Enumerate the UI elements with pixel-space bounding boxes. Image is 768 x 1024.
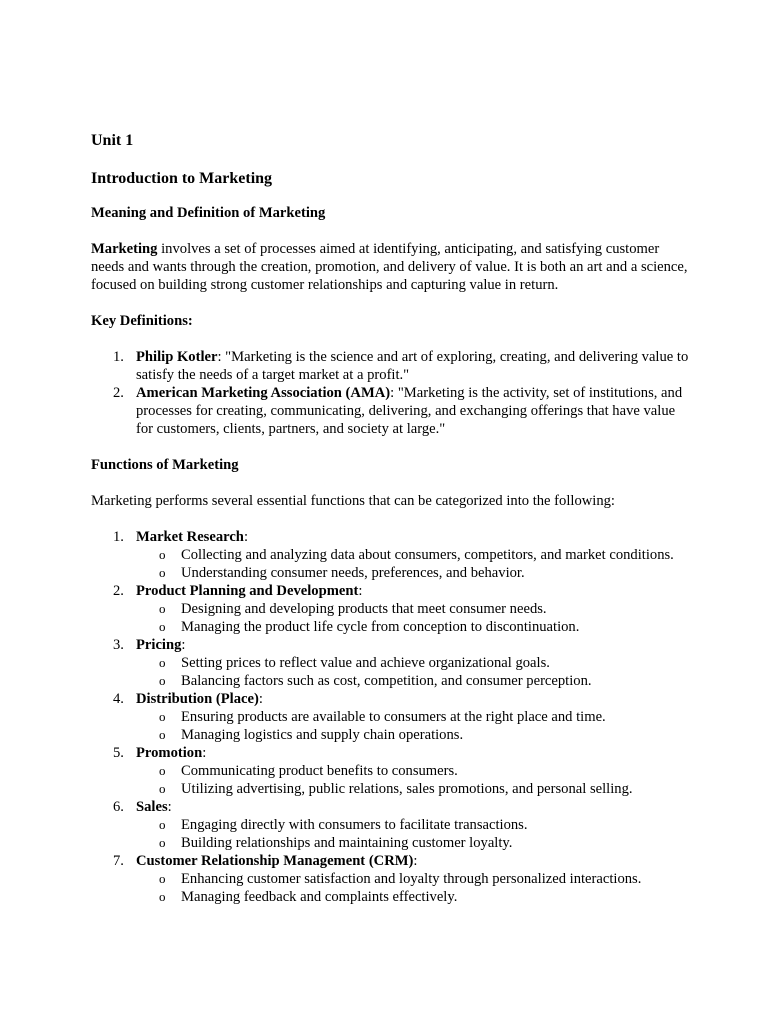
meaning-term: Marketing: [91, 241, 158, 257]
function-suffix: :: [243, 529, 248, 545]
function-title: Sales: [136, 799, 168, 815]
function-suffix: :: [181, 637, 186, 653]
definition-source: Philip Kotler: [136, 349, 218, 365]
function-points: [136, 654, 691, 690]
function-point: [136, 870, 691, 888]
function-item: [91, 852, 691, 906]
function-suffix: :: [358, 583, 363, 599]
definition-text: : "Marketing is the science and art of exploring, creating, and delivering value to satisfy the needs of a target market at a profit.": [136, 349, 689, 383]
definition-item: [91, 384, 691, 438]
bullet-icon: o: [159, 835, 166, 850]
function-point-text: Balancing factors such as cost, competition, and consumer perception.: [181, 673, 592, 689]
function-number: 4.: [113, 691, 124, 707]
bullet-icon: o: [159, 781, 166, 796]
function-point: [136, 726, 691, 744]
function-number: 2.: [113, 583, 124, 599]
function-point-text: Setting prices to reflect value and achieve organizational goals.: [181, 655, 550, 671]
function-point-text: Ensuring products are available to consumers at the right place and time.: [181, 709, 606, 725]
function-point: [136, 672, 691, 690]
bullet-icon: o: [159, 655, 166, 670]
unit-title: Unit 1: [91, 132, 134, 149]
function-points: [136, 816, 691, 852]
function-points: [136, 600, 691, 636]
function-point: [136, 780, 691, 798]
definition-number: 2.: [113, 385, 124, 401]
bullet-icon: o: [159, 601, 166, 616]
function-point-text: Managing the product life cycle from conception to discontinuation.: [181, 619, 580, 635]
function-point: [136, 888, 691, 906]
function-point-text: Managing logistics and supply chain operations.: [181, 727, 464, 743]
meaning-heading: Meaning and Definition of Marketing: [91, 205, 326, 221]
function-point: [136, 834, 691, 852]
function-item: [91, 636, 691, 690]
function-point: [136, 654, 691, 672]
function-point-text: Managing feedback and complaints effectively.: [181, 889, 458, 905]
function-point-text: Engaging directly with consumers to facilitate transactions.: [181, 817, 528, 833]
function-point-text: Collecting and analyzing data about consumers, competitors, and market conditions.: [181, 547, 674, 563]
function-point-text: Communicating product benefits to consumers.: [181, 763, 458, 779]
function-suffix: :: [413, 853, 418, 869]
bullet-icon: o: [159, 889, 166, 904]
function-item: [91, 528, 691, 582]
bullet-icon: o: [159, 565, 166, 580]
definition-source: American Marketing Association (AMA): [136, 385, 391, 401]
function-title: Customer Relationship Management (CRM): [136, 853, 414, 869]
bullet-icon: o: [159, 727, 166, 742]
function-point: [136, 618, 691, 636]
function-item: [91, 690, 691, 744]
functions-heading: Functions of Marketing: [91, 457, 239, 473]
function-point: [136, 708, 691, 726]
function-item: [91, 582, 691, 636]
bullet-icon: o: [159, 709, 166, 724]
bullet-icon: o: [159, 817, 166, 832]
function-title: Product Planning and Development: [136, 583, 359, 599]
bullet-icon: o: [159, 619, 166, 634]
function-point: [136, 564, 691, 582]
bullet-icon: o: [159, 871, 166, 886]
function-item: [91, 798, 691, 852]
key-definitions-heading: Key Definitions:: [91, 313, 193, 329]
function-point: [136, 600, 691, 618]
definition-text: : "Marketing is the activity, set of institutions, and processes for creating, communicating, delivering, and exchanging offerings that have value for customers, clients, partners, and society at large.": [136, 385, 683, 437]
function-points: [136, 870, 691, 906]
chapter-title: Introduction to Marketing: [91, 170, 273, 187]
key-definitions-list: [91, 348, 691, 438]
meaning-text: involves a set of processes aimed at identifying, anticipating, and satisfying customer needs and wants through the creation, promotion, and delivery of value. It is both an art and a science, focused on building strong customer relationships and capturing value in return.: [91, 241, 688, 293]
function-points: [136, 708, 691, 744]
functions-list: [91, 528, 691, 906]
function-number: 3.: [113, 637, 124, 653]
function-point-text: Enhancing customer satisfaction and loyalty through personalized interactions.: [181, 871, 642, 887]
function-suffix: :: [258, 691, 263, 707]
function-number: 5.: [113, 745, 124, 761]
function-point-text: Utilizing advertising, public relations, sales promotions, and personal selling.: [181, 781, 633, 797]
function-point-text: Understanding consumer needs, preferences, and behavior.: [181, 565, 525, 581]
function-point: [136, 546, 691, 564]
bullet-icon: o: [159, 763, 166, 778]
document-page: [91, 131, 691, 924]
function-suffix: :: [202, 745, 207, 761]
function-title: Promotion: [136, 745, 203, 761]
function-points: [136, 546, 691, 582]
meaning-paragraph: [91, 240, 691, 294]
bullet-icon: o: [159, 673, 166, 688]
function-point: [136, 762, 691, 780]
functions-intro: Marketing performs several essential functions that can be categorized into the following:: [91, 493, 615, 509]
function-number: 7.: [113, 853, 124, 869]
function-title: Pricing: [136, 637, 182, 653]
function-point-text: Building relationships and maintaining customer loyalty.: [181, 835, 513, 851]
function-item: [91, 744, 691, 798]
definition-item: [91, 348, 691, 384]
definition-number: 1.: [113, 349, 124, 365]
function-title: Distribution (Place): [136, 691, 259, 707]
function-point: [136, 816, 691, 834]
function-title: Market Research: [136, 529, 244, 545]
function-suffix: :: [167, 799, 172, 815]
function-points: [136, 762, 691, 798]
function-number: 6.: [113, 799, 124, 815]
bullet-icon: o: [159, 547, 166, 562]
function-point-text: Designing and developing products that meet consumer needs.: [181, 601, 547, 617]
function-number: 1.: [113, 529, 124, 545]
